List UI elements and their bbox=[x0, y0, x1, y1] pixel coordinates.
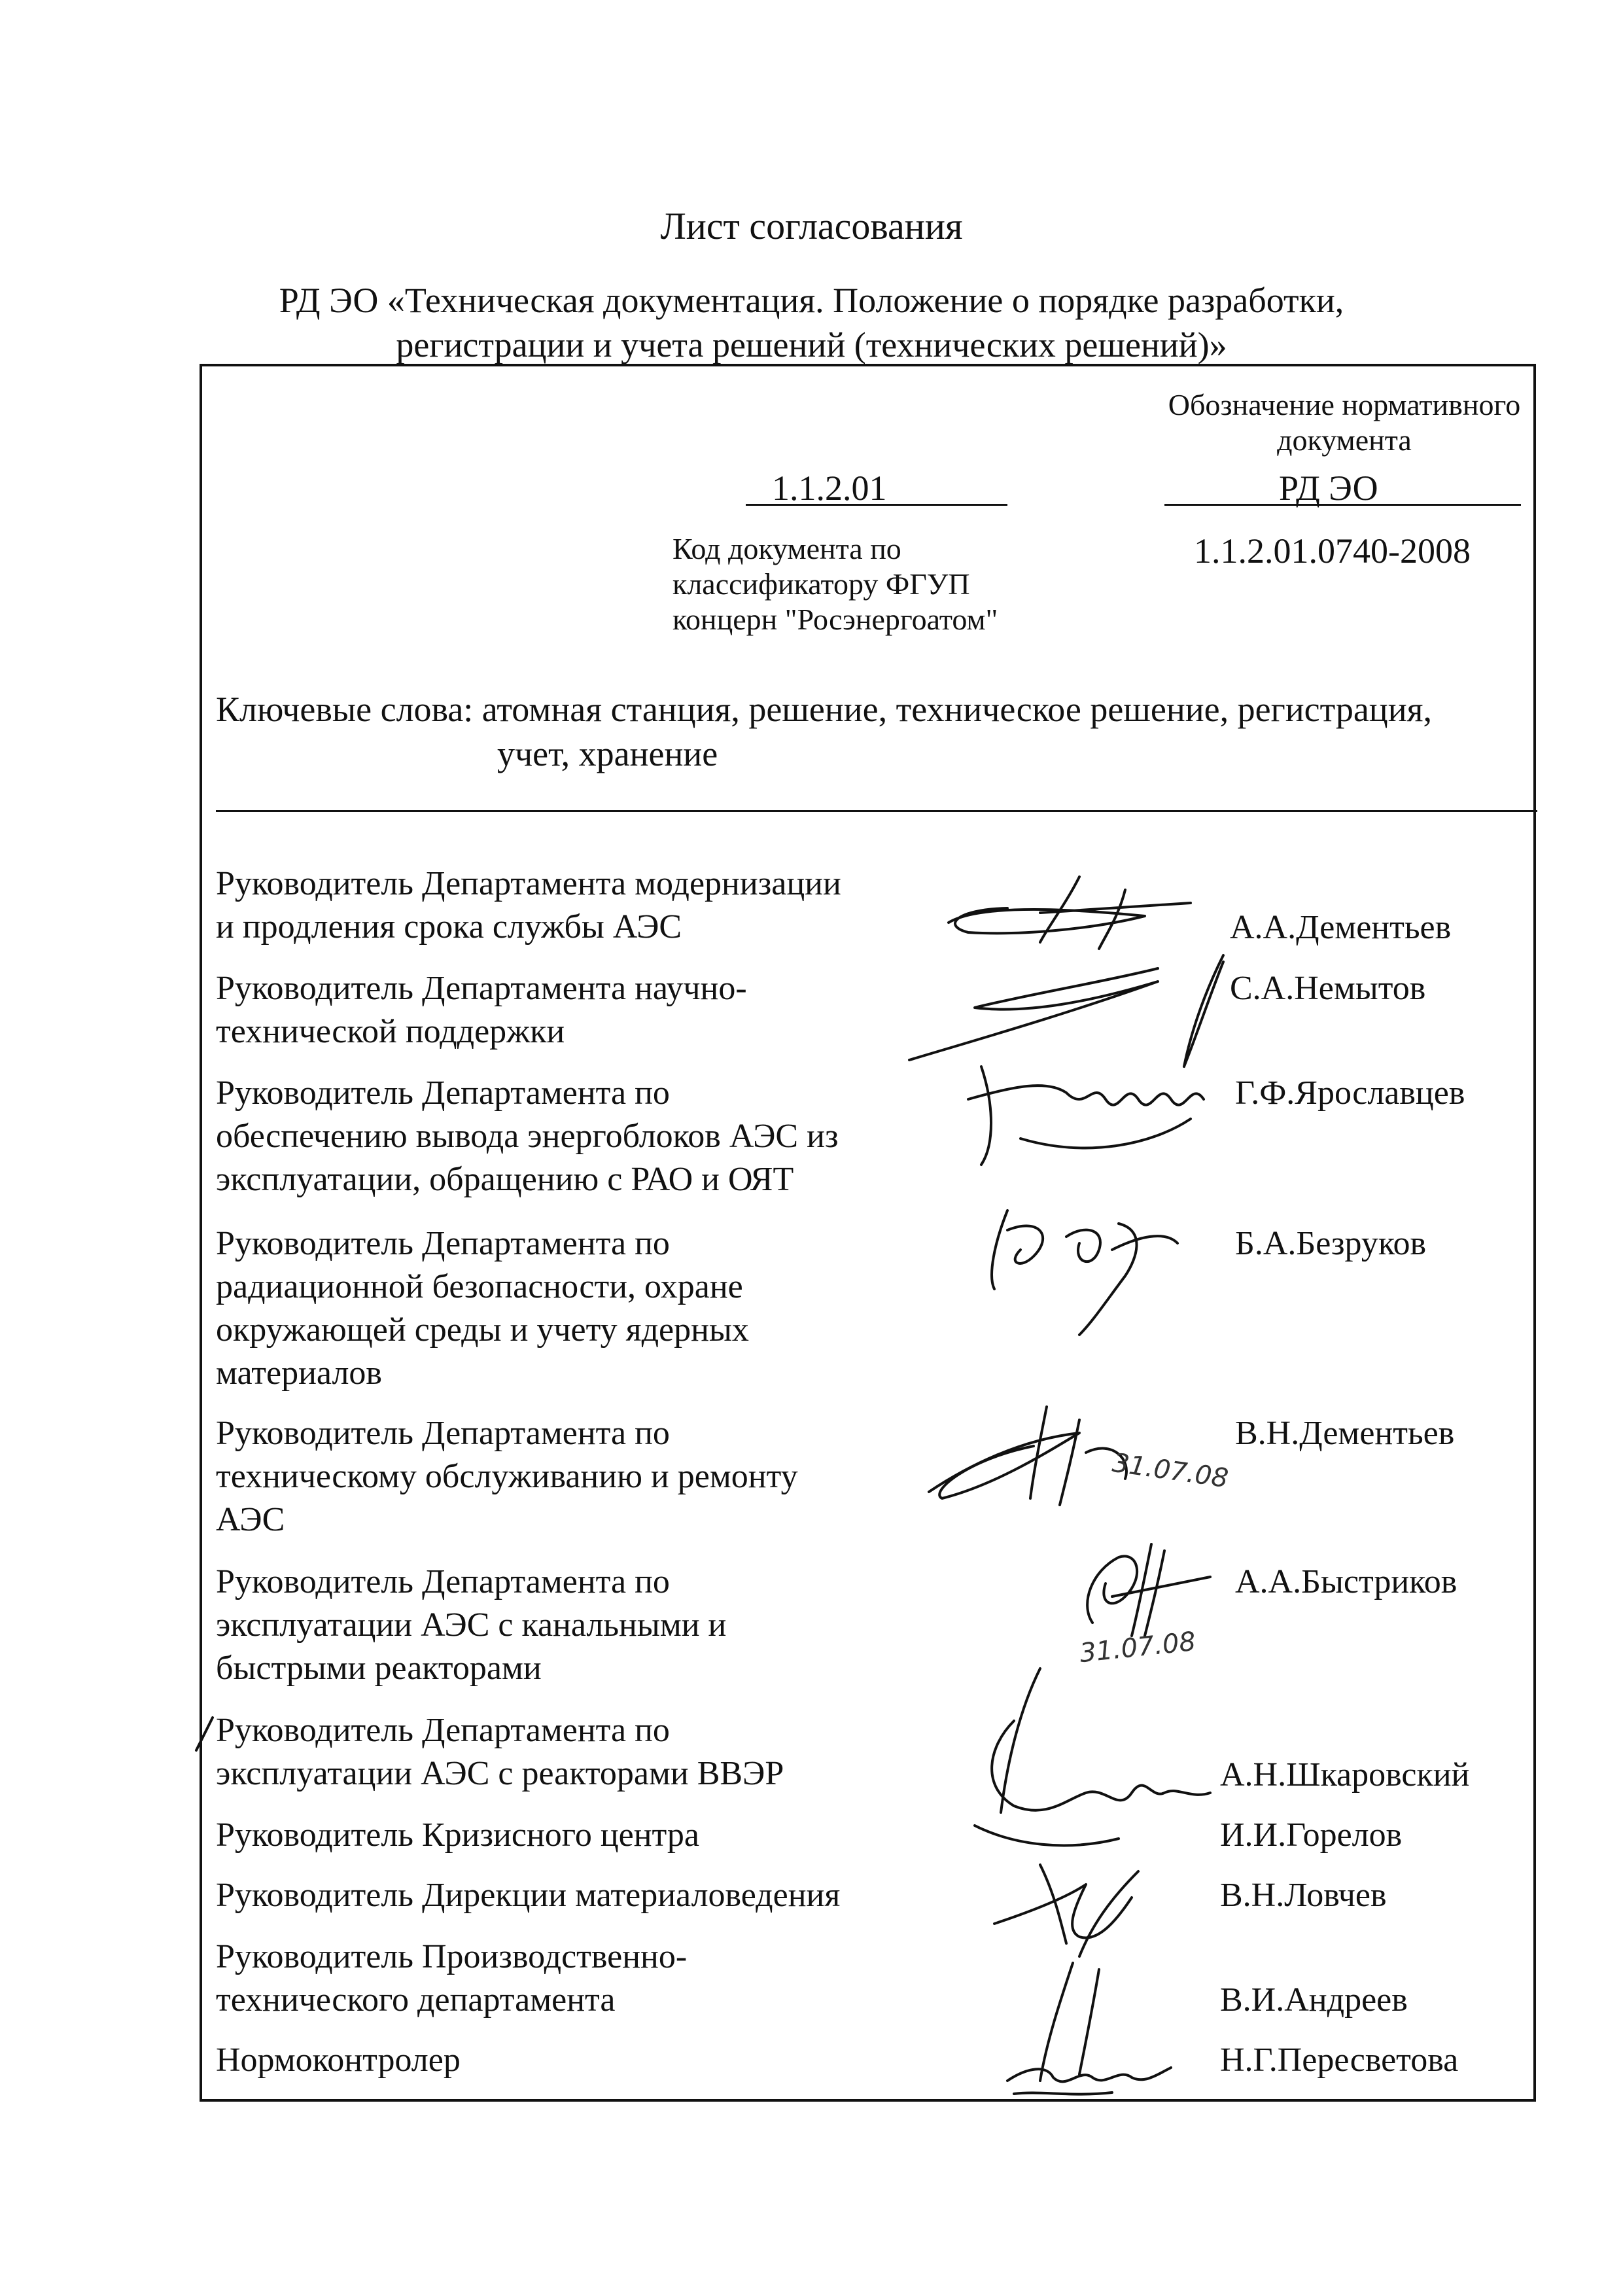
page-title: Лист согласования bbox=[660, 205, 963, 247]
margin-checkmark bbox=[193, 1714, 219, 1754]
designation-value: РД ЭО bbox=[1279, 468, 1378, 508]
role-line: материалов bbox=[216, 1354, 382, 1392]
approval-role-6 bbox=[216, 1561, 942, 1690]
code-label-line-2: классификатору ФГУП bbox=[672, 567, 970, 601]
document-subtitle bbox=[0, 278, 1623, 367]
role-line: эксплуатации, обращению с РАО и ОЯТ bbox=[216, 1161, 794, 1198]
approval-role-3 bbox=[216, 1072, 942, 1201]
role-line: и продления срока службы АЭС bbox=[216, 908, 682, 945]
approval-role-2 bbox=[216, 967, 942, 1053]
approver-name-4: Б.А.Безруков bbox=[1235, 1225, 1427, 1262]
signature-bystrikov bbox=[1053, 1538, 1236, 1642]
approver-name-6: А.А.Быстриков bbox=[1235, 1563, 1457, 1600]
role-line: технической поддержки bbox=[216, 1013, 565, 1050]
approval-role-4 bbox=[216, 1222, 942, 1395]
signature-bezrukov bbox=[981, 1191, 1191, 1341]
document-code-value: 1.1.2.01 bbox=[772, 468, 887, 508]
approver-name-3: Г.Ф.Ярославцев bbox=[1235, 1074, 1465, 1112]
approval-role-10 bbox=[216, 1935, 942, 2022]
designation-label-line-1: Обозначение нормативного bbox=[1168, 388, 1521, 421]
role-line: Руководитель Департамента по bbox=[216, 1225, 670, 1262]
role-line: окружающей среды и учету ядерных bbox=[216, 1311, 749, 1349]
role-line: радиационной безопасности, охране bbox=[216, 1268, 743, 1305]
document-number: 1.1.2.01.0740-2008 bbox=[1194, 531, 1471, 571]
signature-shkarovsky-gorelov bbox=[935, 1655, 1243, 1871]
role-line: Руководитель Кризисного центра bbox=[216, 1816, 699, 1854]
role-line: быстрыми реакторами bbox=[216, 1650, 542, 1687]
approval-role-1 bbox=[216, 862, 942, 949]
approval-role-7 bbox=[216, 1709, 942, 1795]
keywords-line-1: Ключевые слова: атомная станция, решение, техническое решение, регистрация, bbox=[216, 690, 1432, 729]
role-line: Руководитель Департамента по bbox=[216, 1074, 670, 1112]
handwritten-date-1: 31.07.08 bbox=[1110, 1447, 1230, 1494]
role-line: Руководитель Департамента модернизации bbox=[216, 865, 841, 902]
approver-name-1: А.А.Дементьев bbox=[1230, 909, 1452, 946]
approver-name-7: А.Н.Шкаровский bbox=[1220, 1756, 1470, 1793]
role-line: Руководитель Департамента по bbox=[216, 1712, 670, 1749]
signature-andreev-peresvetova bbox=[1001, 1956, 1178, 2107]
approver-name-2: С.А.Немытов bbox=[1230, 970, 1426, 1007]
code-label-line-3: концерн "Росэнергоатом" bbox=[672, 603, 998, 636]
role-line: эксплуатации АЭС с канальными и bbox=[216, 1606, 727, 1644]
designation-underline bbox=[1164, 504, 1521, 506]
signature-dementiev-vn bbox=[916, 1394, 1230, 1518]
approval-role-9 bbox=[216, 1874, 942, 1917]
role-line: Руководитель Дирекции материаловедения bbox=[216, 1877, 841, 1914]
role-line: Нормоконтролер bbox=[216, 2041, 461, 2079]
approver-name-9: В.Н.Ловчев bbox=[1220, 1877, 1387, 1914]
role-line: Руководитель Производственно- bbox=[216, 1938, 688, 1975]
role-line: АЭС bbox=[216, 1501, 285, 1538]
approval-role-8 bbox=[216, 1814, 942, 1857]
keywords-divider bbox=[216, 810, 1537, 812]
code-label-line-1: Код документа по bbox=[672, 532, 901, 565]
keywords-line-2: учет, хранение bbox=[497, 734, 718, 773]
approver-name-5: В.Н.Дементьев bbox=[1235, 1415, 1455, 1452]
approver-name-10: В.И.Андреев bbox=[1220, 1981, 1408, 2019]
subtitle-line-2: регистрации и учета решений (технических решений)» bbox=[396, 325, 1227, 364]
role-line: Руководитель Департамента по bbox=[216, 1563, 670, 1600]
subtitle-line-1: РД ЭО «Техническая документация. Положение о порядке разработки, bbox=[279, 281, 1344, 320]
designation-label bbox=[1148, 387, 1541, 458]
handwritten-date-2: 31.07.08 bbox=[1078, 1626, 1198, 1669]
role-line: Руководитель Департамента по bbox=[216, 1415, 670, 1452]
signature-yaroslavtsev bbox=[955, 1040, 1230, 1171]
approver-name-8: И.И.Горелов bbox=[1220, 1816, 1403, 1854]
code-underline bbox=[746, 504, 1007, 506]
code-label bbox=[672, 531, 998, 637]
designation-label-line-2: документа bbox=[1277, 423, 1412, 457]
approver-name-11: Н.Г.Пересветова bbox=[1220, 2041, 1459, 2079]
approval-role-5 bbox=[216, 1412, 942, 1542]
role-line: обеспечению вывода энергоблоков АЭС из bbox=[216, 1118, 839, 1155]
role-line: технического департамента bbox=[216, 1981, 616, 2019]
role-line: эксплуатации АЭС с реакторами ВВЭР bbox=[216, 1755, 784, 1792]
role-line: Руководитель Департамента научно- bbox=[216, 970, 747, 1007]
role-line: техническому обслуживанию и ремонту bbox=[216, 1458, 798, 1495]
approval-role-11 bbox=[216, 2039, 942, 2082]
signature-lovchev bbox=[981, 1845, 1178, 1969]
